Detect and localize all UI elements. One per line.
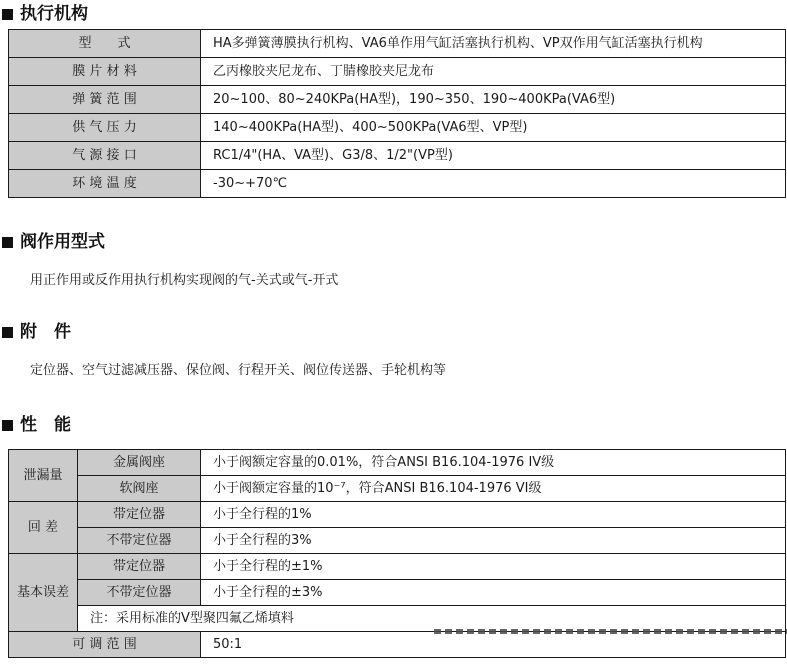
perf-value: 小于阀额定容量的10⁻⁷，符合ANSI B16.104-1976 VI级 — [201, 476, 786, 502]
perf-group-label: 泄漏量 — [9, 450, 78, 502]
section-bullet-icon — [2, 237, 13, 248]
spec-value: -30~+70℃ — [201, 170, 786, 198]
accessories-text: 定位器、空气过滤减压器、保位阀、行程开关、阀位传送器、手轮机构等 — [30, 363, 447, 378]
spec-value: 乙丙橡胶夹尼龙布、丁腈橡胶夹尼龙布 — [201, 58, 786, 86]
section-title: 阀作用型式 — [20, 232, 105, 252]
perf-sub-label: 软阀座 — [78, 476, 201, 502]
table-row — [9, 554, 786, 580]
section-bullet-icon — [2, 327, 13, 338]
spec-label: 型 式 — [9, 30, 201, 58]
section-heading-accessories — [2, 321, 787, 343]
perf-sub-label: 带定位器 — [78, 554, 201, 580]
section-bullet-icon — [2, 9, 13, 20]
section-title: 执行机构 — [20, 4, 88, 24]
actuator-spec-table — [8, 29, 786, 198]
spec-label: 供 气 压 力 — [9, 114, 201, 142]
spec-value: 140~400KPa(HA型)、400~500KPa(VA6型、VP型) — [201, 114, 786, 142]
table-row — [9, 86, 786, 114]
perf-value: 小于全行程的±1% — [201, 554, 786, 580]
spec-value: RC1/4"(HA、VA型)、G3/8、1/2"(VP型) — [201, 142, 786, 170]
table-row — [9, 502, 786, 528]
spec-label: 弹 簧 范 围 — [9, 86, 201, 114]
table-row — [9, 450, 786, 476]
perf-value: 小于全行程的±3% — [201, 580, 786, 606]
spec-label: 膜 片 材 料 — [9, 58, 201, 86]
section-heading-valve-action — [2, 231, 787, 253]
spec-label: 气 源 接 口 — [9, 142, 201, 170]
section-heading-actuator — [2, 0, 787, 25]
perf-value: 小于阀额定容量的0.01%，符合ANSI B16.104-1976 IV级 — [201, 450, 786, 476]
spec-value: HA多弹簧薄膜执行机构、VA6单作用气缸活塞执行机构、VP双作用气缸活塞执行机构 — [201, 30, 786, 58]
section-title: 性 能 — [20, 415, 71, 435]
perf-group-label: 回 差 — [9, 502, 78, 554]
perf-note: 注：采用标准的V型聚四氟乙烯填料 — [78, 606, 786, 632]
table-row — [9, 58, 786, 86]
section-bullet-icon — [2, 420, 13, 431]
table-row — [9, 114, 786, 142]
range-value: 50:1 — [201, 632, 786, 658]
perf-group-label: 基本误差 — [9, 554, 78, 632]
table-row — [9, 476, 786, 502]
perf-sub-label: 带定位器 — [78, 502, 201, 528]
table-row — [9, 606, 786, 632]
table-row — [9, 30, 786, 58]
spec-label: 环 境 温 度 — [9, 170, 201, 198]
perf-sub-label: 金属阀座 — [78, 450, 201, 476]
table-row — [9, 580, 786, 606]
table-row — [9, 632, 786, 658]
perf-value: 小于全行程的3% — [201, 528, 786, 554]
section-heading-performance — [2, 414, 787, 436]
range-label: 可 调 范 围 — [9, 632, 201, 658]
table-row — [9, 170, 786, 198]
perf-value: 小于全行程的1% — [201, 502, 786, 528]
section-title: 附 件 — [20, 322, 71, 342]
perf-sub-label: 不带定位器 — [78, 528, 201, 554]
spec-value: 20~100、80~240KPa(HA型)，190~350、190~400KPa(VA6型) — [201, 86, 786, 114]
table-row — [9, 528, 786, 554]
performance-table — [8, 449, 786, 658]
table-row — [9, 142, 786, 170]
valve-action-text: 用正作用或反作用执行机构实现阀的气-关式或气-开式 — [30, 273, 339, 288]
perf-sub-label: 不带定位器 — [78, 580, 201, 606]
